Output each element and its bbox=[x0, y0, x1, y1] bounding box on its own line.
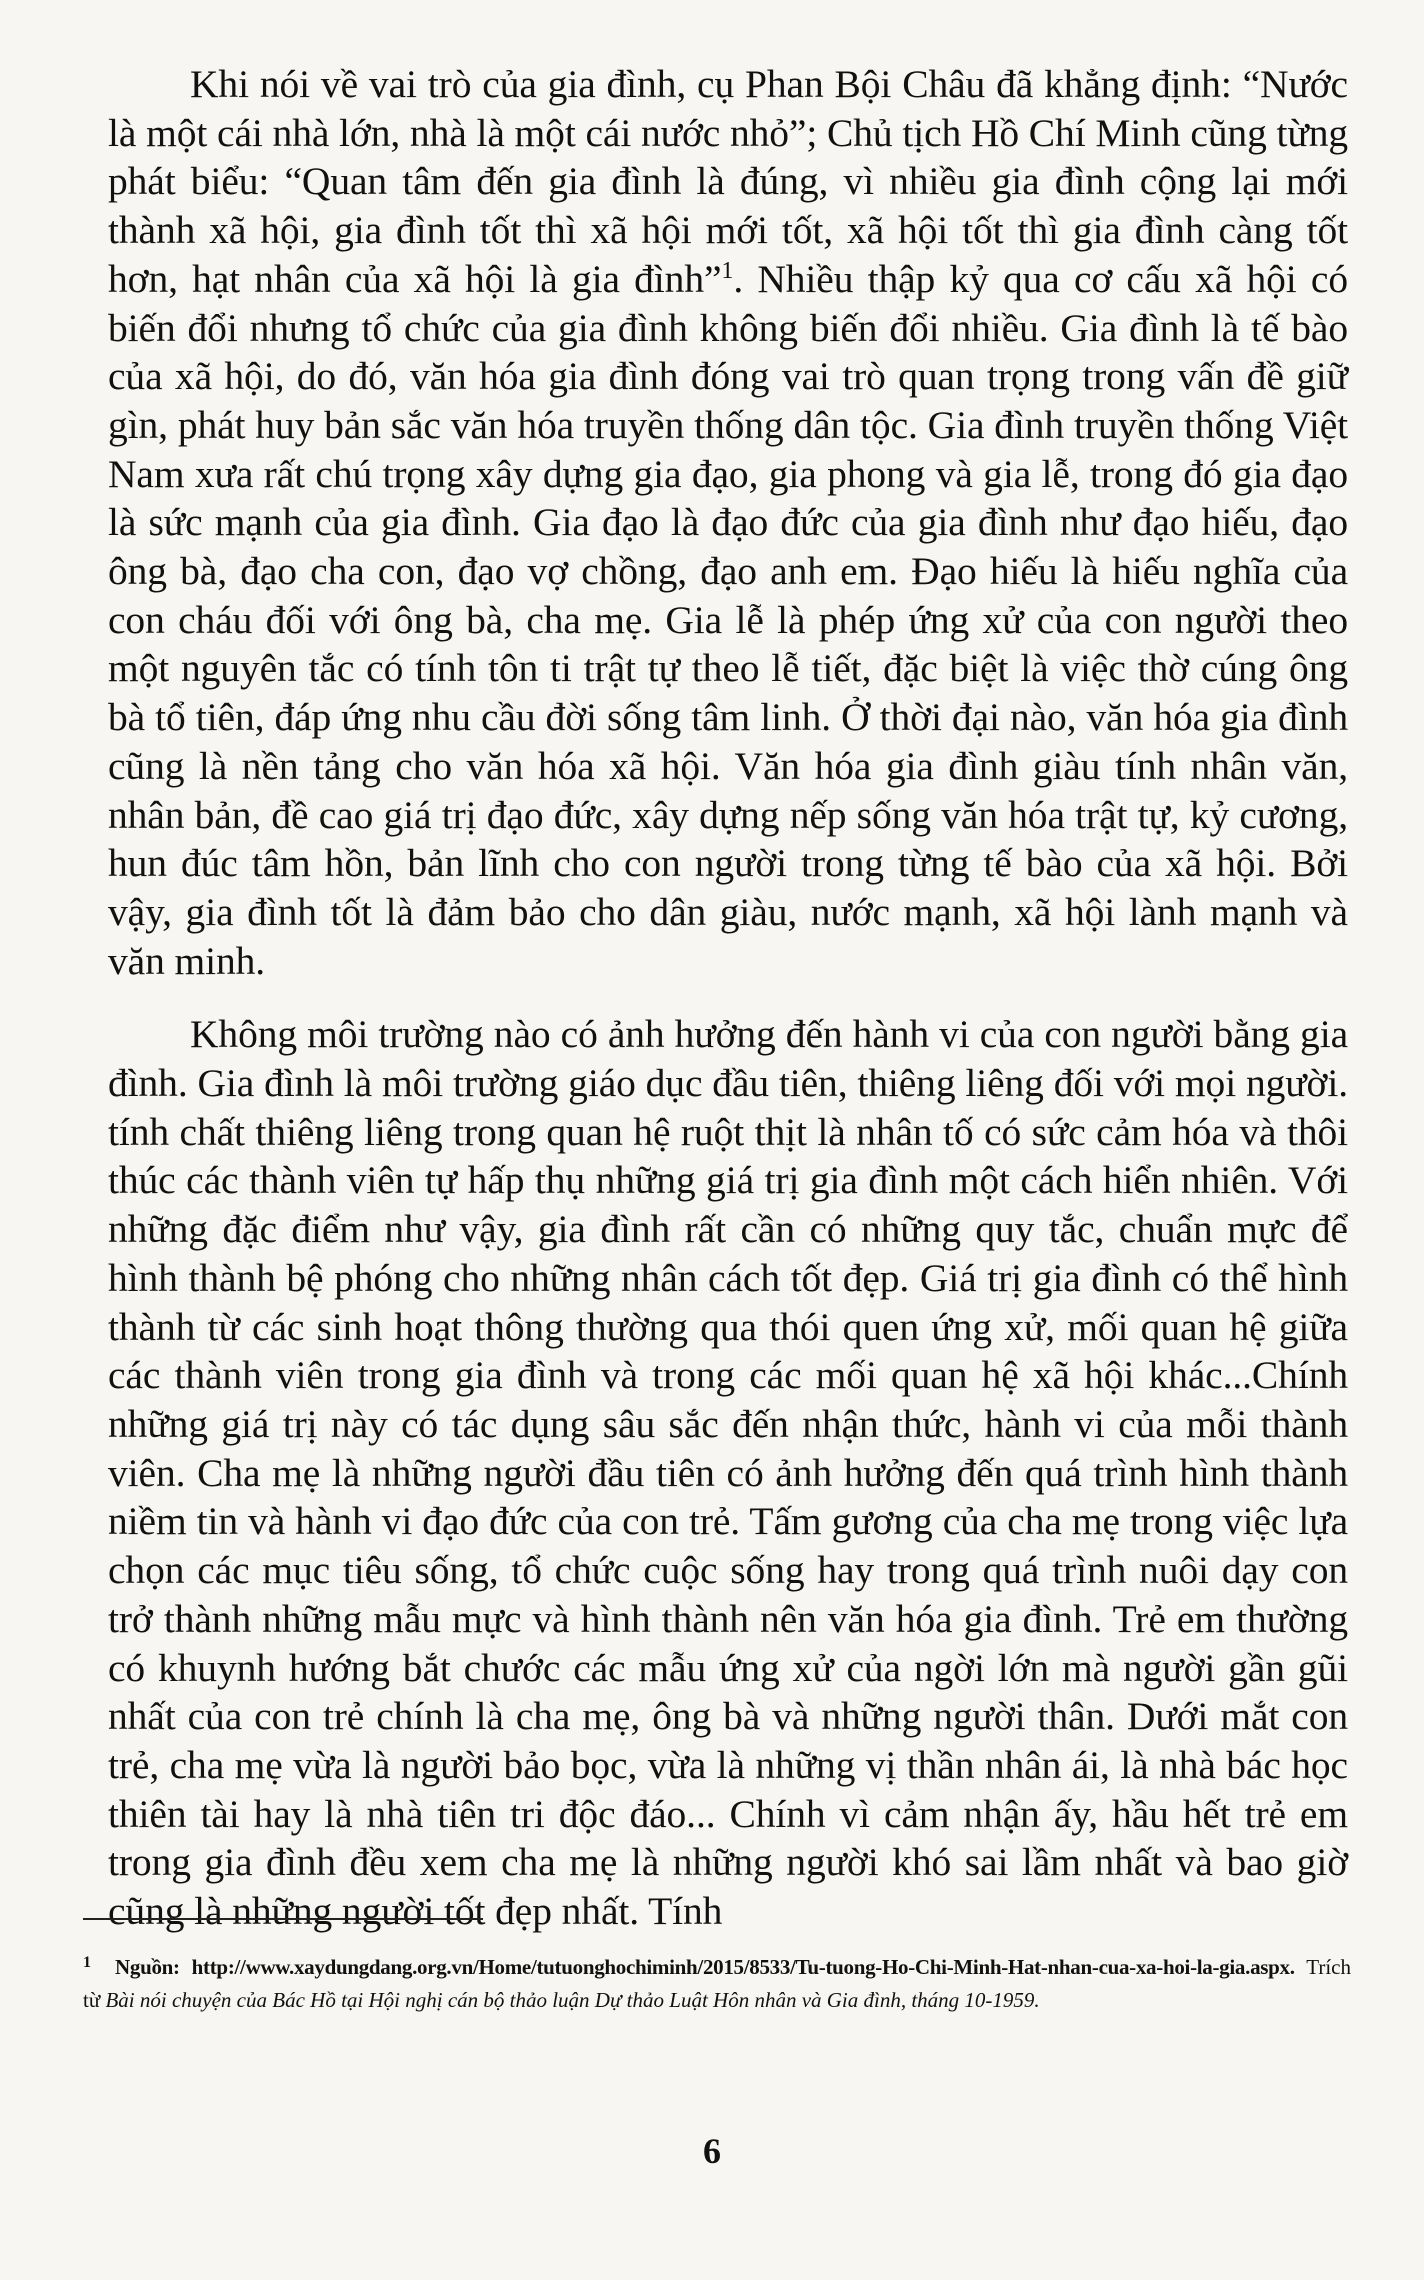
footnote-reference[interactable]: 1 bbox=[721, 257, 734, 284]
body-text bbox=[108, 60, 1348, 1936]
paragraph-1-part-b: . Nhiều thập kỷ qua cơ cấu xã hội có biến đổi nhưng tổ chức của gia đình không biến đổi nhiều. Gia đình là tế bào của xã hội, do đó, văn hóa gia đình đóng vai trò quan trọng trong vấn đề giữ gìn, phát huy bản sắc văn hóa truyền thống dân tộc. Gia đình truyền thống Việt Nam xưa rất chú trọng xây dựng gia đạo, gia phong và gia lễ, trong đó gia đạo là sức mạnh của gia đình. Gia đạo là đạo đức của gia đình như đạo hiếu, đạo ông bà, đạo cha con, đạo vợ chồng, đạo anh em. Đạo hiếu là hiếu nghĩa của con cháu đối với ông bà, cha mẹ. Gia lễ là phép ứng xử của con người theo một nguyên tắc có tính tôn ti trật tự theo lễ tiết, đặc biệt là việc thờ cúng ông bà tổ tiên, đáp ứng nhu cầu đời sống tâm linh. Ở thời đại nào, văn hóa gia đình cũng là nền tảng cho văn hóa xã hội. Văn hóa gia đình giàu tính nhân văn, nhân bản, đề cao giá trị đạo đức, xây dựng nếp sống văn hóa trật tự, kỷ cương, hun đúc tâm hồn, bản lĩnh cho con người trong từng tế bào của xã hội. Bởi vậy, gia đình tốt là đảm bảo cho dân giàu, nước mạnh, xã hội lành mạnh và văn minh. bbox=[108, 256, 1348, 983]
paragraph-1-part-a: Khi nói về vai trò của gia đình, cụ Phan Bội Châu đã khẳng định: “Nước là một cái nhà lớn, nhà là một cái nước nhỏ”; Chủ tịch Hồ Chí Minh cũng từng phát biểu: “Quan tâm đến gia đình là đúng, vì nhiều gia đình cộng lại mới thành xã hội, gia đình tốt thì xã hội mới tốt, xã hội tốt thì gia đình càng tốt hơn, hạt nhân của xã hội là gia đình” bbox=[108, 62, 1348, 301]
page-number: 6 bbox=[703, 2131, 721, 2171]
footnote-cite-prefix: Trích từ bbox=[83, 1955, 1351, 2012]
paragraph-1 bbox=[108, 60, 1348, 985]
footnote-url[interactable]: http://www.xaydungdang.org.vn/Home/tutuonghochiminh/2015/8533/Tu-tuong-Ho-Chi-Minh-Hat-nhan-cua-xa-hoi-la-gia.aspx. bbox=[191, 1955, 1295, 1979]
footnote-cite-title: Bài nói chuyện của Bác Hồ tại Hội nghị cán bộ thảo luận Dự thảo Luật Hôn nhân và Gia đình, tháng 10-1959. bbox=[105, 1988, 1040, 2012]
footnote bbox=[83, 1946, 1351, 2017]
footnote-source-label: Nguồn: bbox=[115, 1955, 180, 1979]
footnote-separator bbox=[83, 1918, 483, 1920]
footnote-mark: 1 bbox=[83, 1954, 91, 1971]
paragraph-2: Không môi trường nào có ảnh hưởng đến hành vi của con người bằng gia đình. Gia đình là môi trường giáo dục đầu tiên, thiêng liêng đối với mọi người. tính chất thiêng liêng trong quan hệ ruột thịt là nhân tố có sức cảm hóa và thôi thúc các thành viên tự hấp thụ những giá trị gia đình một cách hiển nhiên. Với những đặc điểm như vậy, gia đình rất cần có những quy tắc, chuẩn mực để hình thành bệ phóng cho những nhân cách tốt đẹp. Giá trị gia đình có thể hình thành từ các sinh hoạt thông thường qua thói quen ứng xử, mối quan hệ giữa các thành viên trong gia đình và trong các mối quan hệ xã hội khác...Chính những giá trị này có tác dụng sâu sắc đến nhận thức, hành vi của mỗi thành viên. Cha mẹ là những người đầu tiên có ảnh hưởng đến quá trình hình thành niềm tin và hành vi đạo đức của con trẻ. Tấm gương của cha mẹ trong việc lựa chọn các mục tiêu sống, tổ chức cuộc sống hay trong quá trình nuôi dạy con trở thành những mẫu mực và hình thành nên văn hóa gia đình. Trẻ em thường có khuynh hướng bắt chước các mẫu ứng xử của ngời lớn mà người gần gũi nhất của con trẻ chính là cha mẹ, ông bà và những người thân. Dưới mắt con trẻ, cha mẹ vừa là người bảo bọc, vừa là những vị thần nhân ái, là nhà bác học thiên tài hay là nhà tiên tri độc đáo... Chính vì cảm nhận ấy, hầu hết trẻ em trong gia đình đều xem cha mẹ là những người khó sai lầm nhất và bao giờ cũng là những người tốt đẹp nhất. Tính bbox=[108, 1012, 1348, 1934]
